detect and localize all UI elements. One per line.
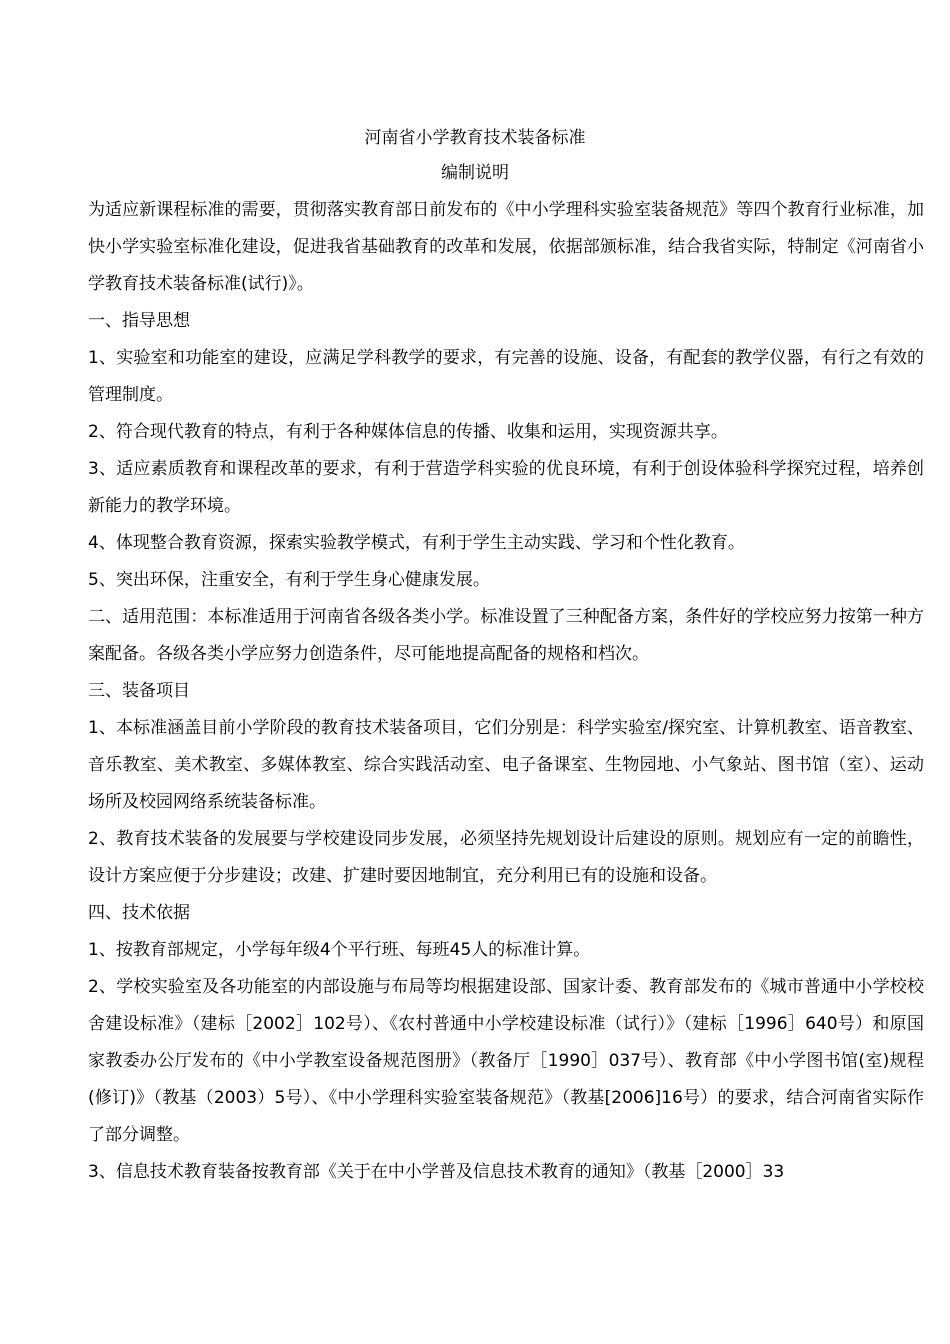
section-scope: 二、适用范围：本标准适用于河南省各级各类小学。标准设置了三种配备方案，条件好的学校应努力按第一种方案配备。各级各类小学应努力创造条件，尽可能地提高配备的规格和档次。: [88, 607, 924, 664]
paragraph: 3、信息技术教育装备按教育部《关于在中小学普及信息技术教育的通知》（教基［2000］33: [88, 1162, 785, 1182]
intro-paragraph: 为适应新课程标准的需要，贯彻落实教育部日前发布的《中小学理科实验室装备规范》等四个教育行业标准，加快小学实验室标准化建设，促进我省基础教育的改革和发展，依据部颁标准，结合我省实际，特制定《河南省小学教育技术装备标准(试行)》。: [88, 200, 924, 294]
document-body: [88, 192, 924, 1191]
document-subtitle: 编制说明: [441, 163, 509, 183]
section-heading-guiding-ideas: 一、指导思想: [88, 311, 190, 331]
paragraph: 4、体现整合教育资源，探索实验教学模式，有利于学生主动实践、学习和个性化教育。: [88, 533, 745, 553]
section-heading-technical-basis: 四、技术依据: [88, 903, 190, 923]
section-heading-equipment-items: 三、装备项目: [88, 681, 190, 701]
paragraph: 2、符合现代教育的特点，有利于各种媒体信息的传播、收集和运用，实现资源共享。: [88, 422, 728, 442]
paragraph: 2、学校实验室及各功能室的内部设施与布局等均根据建设部、国家计委、教育部发布的《城市普通中小学校校舍建设标准》（建标［2002］102号）、《农村普通中小学校建设标准（试行）》（建标［1996］640号）和原国家教委办公厅发布的《中小学教室设备规范图册》（教备厅［1990］037号）、教育部《中小学图书馆(室)规程(修订)》（教基（2003）5号）、《中小学理科实验室装备规范》（教基[2006]16号）的要求，结合河南省实际作了部分调整。: [88, 977, 924, 1145]
document-title: 河南省小学教育技术装备标准: [364, 128, 586, 148]
paragraph: 1、按教育部规定，小学每年级4个平行班、每班45人的标准计算。: [88, 940, 591, 960]
paragraph: 1、实验室和功能室的建设，应满足学科教学的要求，有完善的设施、设备，有配套的教学仪器，有行之有效的管理制度。: [88, 348, 924, 405]
paragraph: 1、本标准涵盖目前小学阶段的教育技术装备项目，它们分别是：科学实验室/探究室、计算机教室、语音教室、音乐教室、美术教室、多媒体教室、综合实践活动室、电子备课室、生物园地、小气象站、图书馆（室）、运动场所及校园网络系统装备标准。: [88, 718, 924, 812]
paragraph: 2、教育技术装备的发展要与学校建设同步发展，必须坚持先规划设计后建设的原则。规划应有一定的前瞻性，设计方案应便于分步建设；改建、扩建时要因地制宜，充分利用已有的设施和设备。: [88, 829, 924, 886]
paragraph: 5、突出环保，注重安全，有利于学生身心健康发展。: [88, 570, 490, 590]
paragraph: 3、适应素质教育和课程改革的要求，有利于营造学科实验的优良环境，有利于创设体验科学探究过程，培养创新能力的教学环境。: [88, 459, 924, 516]
